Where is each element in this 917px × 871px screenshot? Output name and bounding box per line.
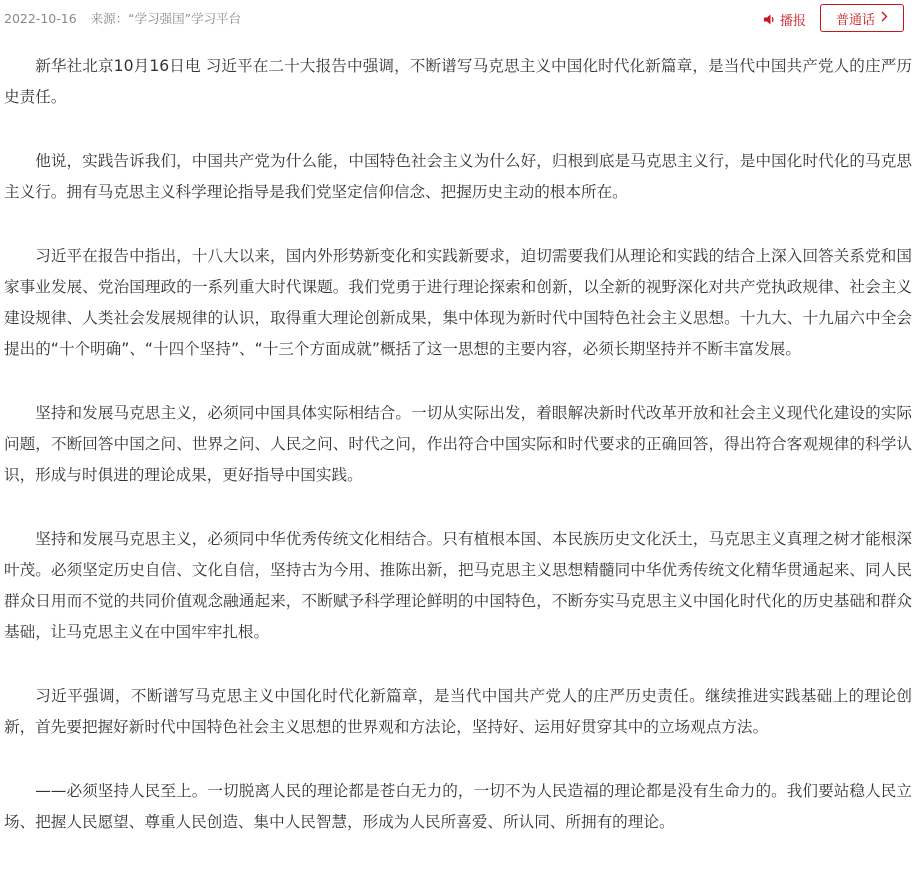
article-paragraph: 习近平在报告中指出，十八大以来，国内外形势新变化和实践新要求，迫切需要我们从理论和实践的结合上深入回答关系党和国家事业发展、党治国理政的一系列重大时代课题。我们党勇于进行理论探索和创新，以全新的视野深化对共产党执政规律、社会主义建设规律、人类社会发展规律的认识，取得重大理论创新成果，集中体现为新时代中国特色社会主义思想。十九大、十九届六中全会提出的“十个明确”、“十四个坚持”、“十三个方面成就”概括了这一思想的主要内容，必须长期坚持并不断丰富发展。 <box>4 247 912 358</box>
article-paragraph: 坚持和发展马克思主义，必须同中国具体实际相结合。一切从实际出发，着眼解决新时代改革开放和社会主义现代化建设的实际问题，不断回答中国之问、世界之问、人民之问、时代之问，作出符合中国实际和时代要求的正确回答，得出符合客观规律的科学认识，形成与时俱进的理论成果，更好指导中国实践。 <box>4 404 912 484</box>
speaker-icon <box>764 14 776 25</box>
article-paragraph: 他说，实践告诉我们，中国共产党为什么能，中国特色社会主义为什么好，归根到底是马克思主义行，是中国化时代化的马克思主义行。拥有马克思主义科学理论指导是我们党坚定信仰信念、把握历史主动的根本所在。 <box>4 152 912 201</box>
publish-date: 2022-10-16 <box>4 11 77 26</box>
article-paragraph: ——必须坚持人民至上。一切脱离人民的理论都是苍白无力的，一切不为人民造福的理论都是没有生命力的。我们要站稳人民立场、把握人民愿望、尊重人民创造、集中人民智慧，形成为人民所喜爱、所认同、所拥有的理论。 <box>4 782 912 831</box>
broadcast-button[interactable] <box>764 10 806 29</box>
mandarin-mode-button[interactable] <box>820 4 904 32</box>
article-meta-bar <box>0 0 917 36</box>
article-paragraph: 新华社北京10月16日电 习近平在二十大报告中强调，不断谱写马克思主义中国化时代化新篇章，是当代中国共产党人的庄严历史责任。 <box>4 57 912 106</box>
mode-label: 普通话 <box>835 12 875 28</box>
article-body <box>4 51 912 871</box>
article-paragraph: 坚持和发展马克思主义，必须同中华优秀传统文化相结合。只有植根本国、本民族历史文化沃土，马克思主义真理之树才能根深叶茂。必须坚定历史自信、文化自信，坚持古为今用、推陈出新，把马克思主义思想精髓同中华优秀传统文化精华贯通起来、同人民群众日用而不觉的共同价值观念融通起来，不断赋予科学理论鲜明的中国特色，不断夯实马克思主义中国化时代化的历史基础和群众基础，让马克思主义在中国牢牢扎根。 <box>4 530 912 641</box>
chevron-right-icon <box>881 11 888 26</box>
article-paragraph: 习近平强调，不断谱写马克思主义中国化时代化新篇章，是当代中国共产党人的庄严历史责任。继续推进实践基础上的理论创新，首先要把握好新时代中国特色社会主义思想的世界观和方法论，坚持好、运用好贯穿其中的立场观点方法。 <box>4 687 912 736</box>
article-meta <box>4 9 241 27</box>
broadcast-label: 播报 <box>780 14 807 29</box>
article-source: 来源：“学习强国”学习平台 <box>90 11 242 26</box>
